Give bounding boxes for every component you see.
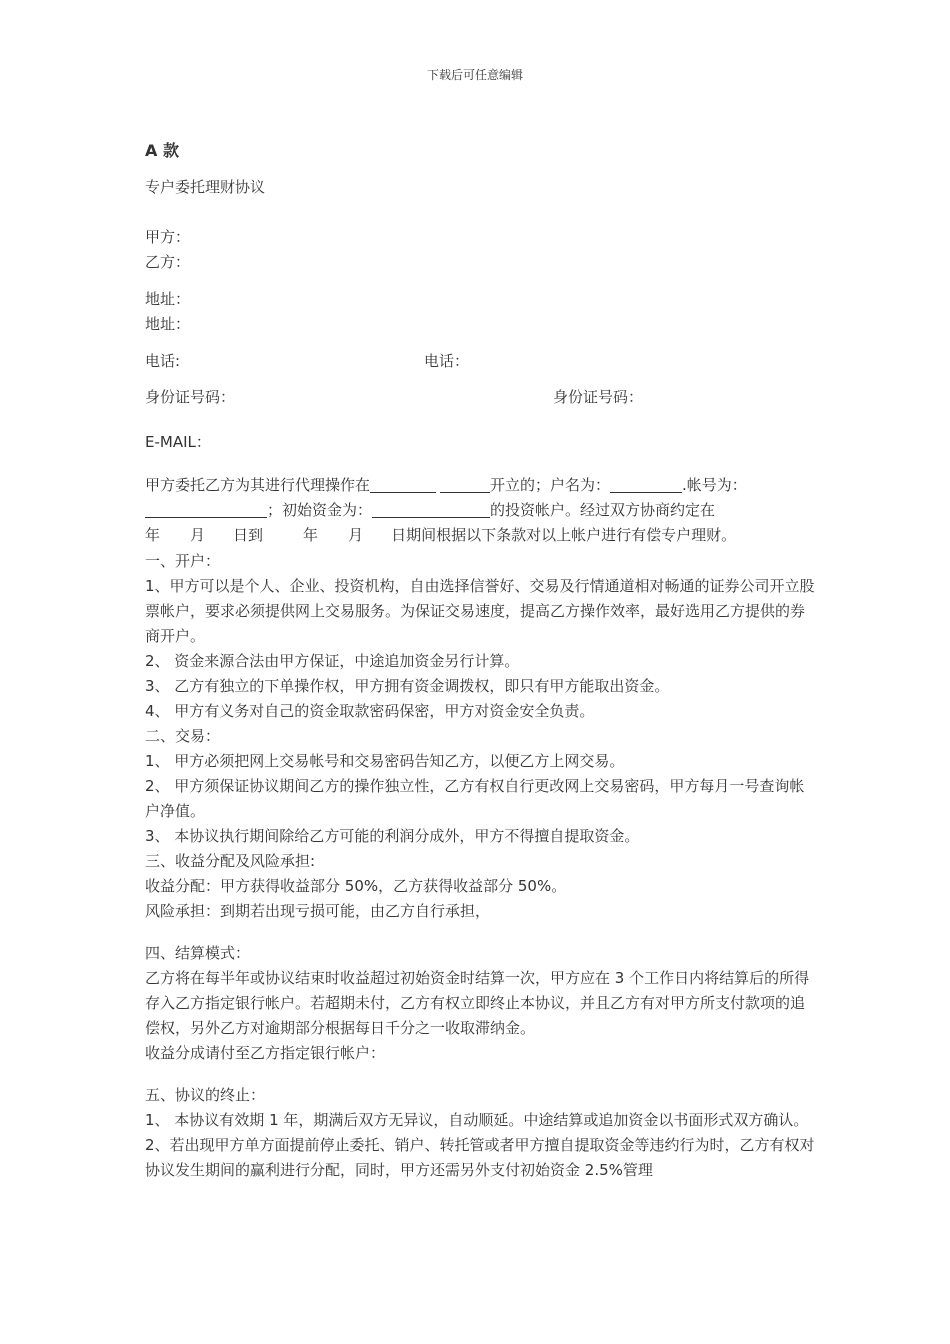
intro-text: 的投资帐户。经过双方协商约定在 [490,501,716,519]
paragraph: 五、协议的终止： [145,1086,266,1104]
paragraph: 2、若出现甲方单方面提前停止委托、销户、转托管或者甲方擅自提取资金等违约行为时，乙方有权对协议发生期间的赢利进行分配，同时，甲方还需另外支付初始资金 2.5%管理 [145,1136,815,1179]
section-title: A 款 [145,141,179,160]
party-b-label: 乙方： [145,253,191,271]
paragraph: 收益分成请付至乙方指定银行帐户： [145,1044,386,1062]
date-text: 年 [303,526,319,544]
bank-blank-1[interactable] [370,476,436,493]
id-label-a: 身份证号码： [145,388,236,406]
paragraph: 4、 甲方有义务对自己的资金取款密码保密，甲方对资金安全负责。 [145,702,595,720]
paragraph: 1、甲方可以是个人、企业、投资机构，自由选择信誉好、交易及行情通道相对畅通的证券公司开立股票帐户，要求必须提供网上交易服务。为保证交易速度，提高乙方操作效率，最好选用乙方提供的券商开户。 [145,577,815,645]
intro-line-1 [145,474,747,495]
paragraph: 一、开户： [145,552,221,570]
date-text: 月 [348,526,364,544]
bank-blank-2[interactable] [440,476,490,493]
phone-label-a: 电话: [145,352,181,370]
intro-text: .帐号为： [682,476,747,494]
id-label-b: 身份证号码： [553,388,644,406]
account-name-blank-2[interactable] [652,476,682,493]
account-number-blank[interactable] [145,501,267,518]
paragraph: 2、 甲方须保证协议期间乙方的操作独立性，乙方有权自行更改网上交易密码，甲方每月一号查询帐户净值。 [145,777,805,820]
intro-line-2 [145,499,715,520]
date-text: 年 [145,526,161,544]
body-sections-1-3 [145,549,815,924]
address-label-2: 地址： [145,315,191,333]
paragraph: 1、 甲方必须把网上交易帐号和交易密码告知乙方，以便乙方上网交易。 [145,752,625,770]
date-text: 月 [190,526,206,544]
body-section-5 [145,1083,815,1183]
phone-label-b: 电话： [424,352,470,370]
header-note: 下载后可任意编辑 [426,68,523,82]
intro-text: 甲方委托乙方为其进行代理操作在 [145,476,371,494]
paragraph: 1、 本协议有效期 1 年，期满后双方无异议，自动顺延。中途结算或追加资金以书面形式双方确认。 [145,1111,809,1129]
account-name-blank-1[interactable] [610,476,652,493]
paragraph: 收益分配：甲方获得收益部分 50%，乙方获得收益部分 50%。 [145,877,567,895]
paragraph: 3、 本协议执行期间除给乙方可能的利润分成外，甲方不得擅自提取资金。 [145,827,640,845]
party-a-label: 甲方： [145,228,191,246]
intro-text: 开立的；户名为： [490,476,611,494]
initial-funds-blank[interactable] [372,501,490,518]
paragraph: 二、交易： [145,727,221,745]
intro-line-3 [145,524,736,545]
paragraph: 乙方将在每半年或协议结束时收益超过初始资金时结算一次，甲方应在 3 个工作日内将结算后的所得存入乙方指定银行帐户。若超期未付，乙方有权立即终止本协议，并且乙方有对甲方所支付款项的追偿权，另外乙方对逾期部分根据每日千分之一收取滞纳金。 [145,969,810,1037]
paragraph: 风险承担：到期若出现亏损可能，由乙方自行承担， [145,902,491,920]
body-section-4 [145,941,815,1066]
intro-text: ；初始资金为： [267,501,373,519]
date-text: 日到 [233,526,264,544]
paragraph: 三、收益分配及风险承担: [145,852,316,870]
paragraph: 2、 资金来源合法由甲方保证，中途追加资金另行计算。 [145,652,520,670]
paragraph: 3、 乙方有独立的下单操作权，甲方拥有资金调拨权，即只有甲方能取出资金。 [145,677,670,695]
address-label-1: 地址： [145,290,191,308]
email-label: E-MAIL： [145,433,211,451]
paragraph: 四、结算模式： [145,944,251,962]
agreement-title: 专户委托理财协议 [145,178,266,196]
date-text: 日期间根据以下条款对以上帐户进行有偿专户理财。 [391,526,737,544]
